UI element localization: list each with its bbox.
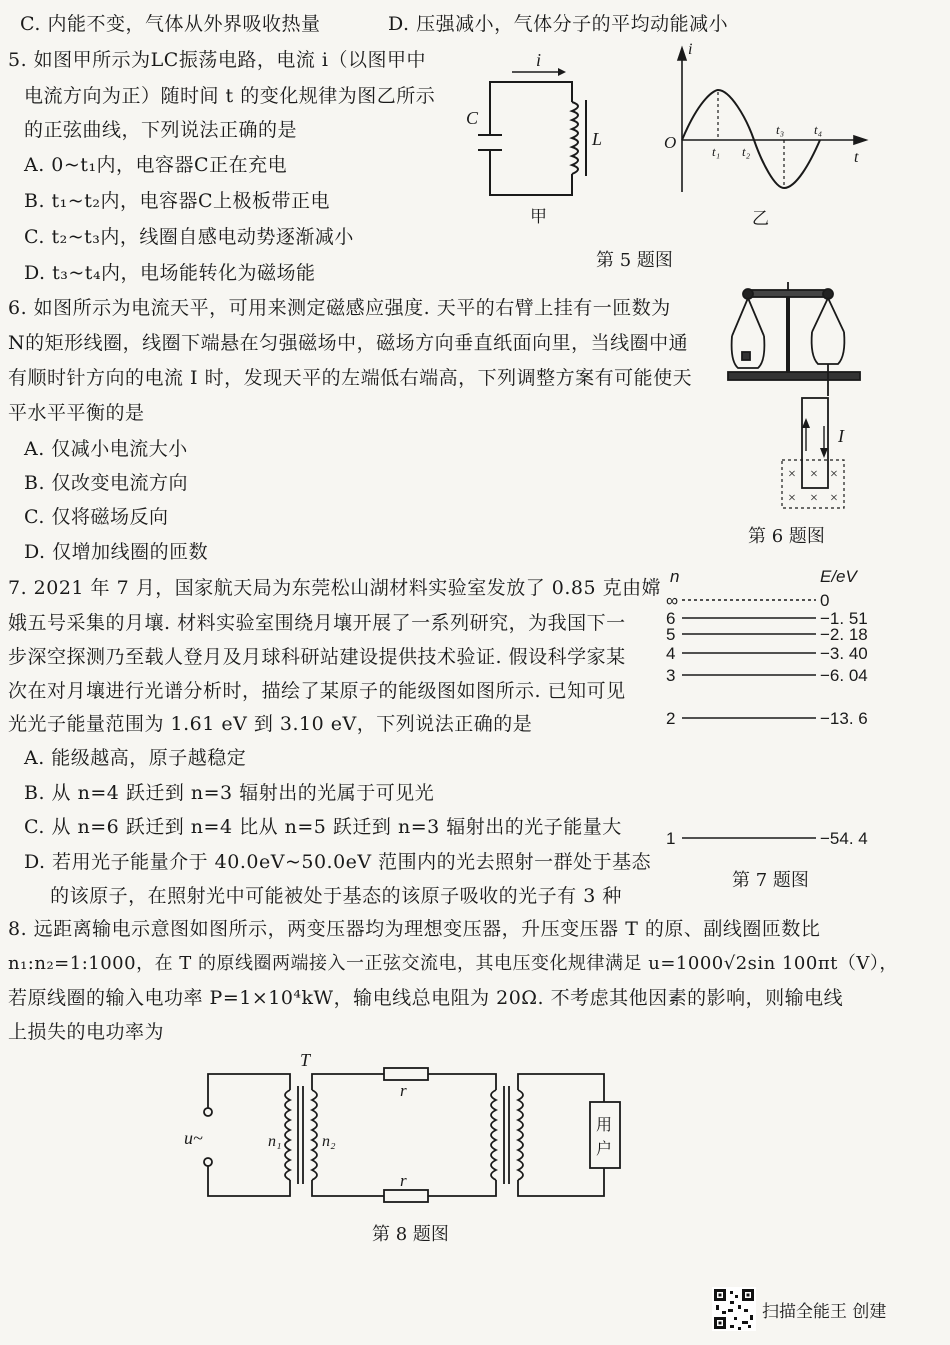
- header-n: n: [670, 567, 680, 586]
- current-balance-diagram: [718, 276, 868, 516]
- q5-caption: 第 5 题图: [596, 250, 673, 271]
- label-n1: n₁: [268, 1133, 282, 1150]
- q7-stem-3: 步深空探测乃至载人登月及月球科研站建设提供技术验证. 假设科学家某: [8, 646, 626, 668]
- header-E: E/eV: [820, 567, 857, 586]
- q8-stem-3: 若原线圈的输入电功率 P=1×10⁴kW，输电线总电阻为 20Ω. 不考虑其他因素的影响，则输电线: [8, 987, 844, 1009]
- qr-code-icon: [712, 1287, 756, 1331]
- field-mark: ×: [788, 467, 796, 482]
- label-capacitor: C: [466, 108, 479, 128]
- q6-stem-3: 有顺时针方向的电流 I 时，发现天平的左端低右端高，下列调整方案有可能使天: [8, 367, 693, 389]
- q7-stem-2: 娥五号采集的月壤. 材料实验室围绕月壤开展了一系列研究，为我国下一: [8, 612, 626, 634]
- label-current-I: I: [838, 426, 844, 446]
- q5-option-c: C. t₂~t₃内，线圈自感电动势逐渐减小: [24, 226, 354, 248]
- label-r-bottom: r: [400, 1171, 407, 1190]
- level-n-label: 4: [666, 644, 676, 663]
- axis-i: i: [688, 42, 693, 58]
- power-transmission-diagram: [180, 1050, 630, 1210]
- q5-stem-3: 的正弦曲线，下列说法正确的是: [24, 119, 298, 141]
- level-energy-label: −6. 04: [820, 666, 868, 685]
- label-r-top: r: [400, 1081, 407, 1100]
- q7-option-c: C. 从 n=6 跃迁到 n=4 比从 n=5 跃迁到 n=3 辐射出的光子能量大: [24, 816, 622, 838]
- energy-level-diagram: [660, 562, 890, 852]
- q6-option-a: A. 仅减小电流大小: [24, 438, 188, 460]
- level-energy-label: −13. 6: [820, 709, 868, 728]
- q5-stem-2: 电流方向为正）随时间 t 的变化规律为图乙所示: [24, 85, 436, 107]
- field-mark: ×: [788, 491, 796, 506]
- q8-stem-2: n₁:n₂=1:1000，在 T 的原线圈两端接入一正弦交流电，其电压变化规律满足 u=1000√2sin 100πt（V），: [8, 953, 898, 974]
- label-i: i: [536, 50, 542, 70]
- q7-stem-5: 光光子能量范围为 1.61 eV 到 3.10 eV，下列说法正确的是: [8, 713, 533, 735]
- label-n2: n₂: [322, 1133, 336, 1150]
- field-mark: ×: [830, 491, 838, 506]
- level-n-label: ∞: [666, 591, 679, 610]
- label-user: 用: [596, 1117, 613, 1134]
- q7-option-d-cont: 的该原子，在照射光中可能被处于基态的该原子吸收的光子有 3 种: [24, 885, 622, 907]
- q6-stem-4: 平水平平衡的是: [8, 402, 145, 424]
- tick-t2: t₂: [742, 144, 751, 159]
- q7-stem-4: 次在对月壤进行光谱分析时，描绘了某原子的能级图如图所示. 已知可见: [8, 680, 626, 702]
- level-energy-label: −2. 18: [820, 625, 868, 644]
- q7-caption: 第 7 题图: [732, 870, 809, 891]
- watermark-text: 扫描全能王 创建: [762, 1301, 887, 1322]
- q8-caption: 第 8 题图: [372, 1224, 449, 1245]
- lc-circuit-diagram: [460, 50, 620, 230]
- axis-t: t: [854, 149, 859, 166]
- q5-option-a: A. 0~t₁内，电容器C正在充电: [24, 154, 288, 176]
- tick-t3: t₃: [776, 122, 785, 137]
- origin-label: O: [664, 133, 677, 152]
- caption-yi: 乙: [752, 209, 769, 228]
- current-sine-graph: [660, 42, 870, 232]
- label-inductor: L: [592, 129, 603, 149]
- level-energy-label: −1. 51: [820, 609, 868, 628]
- q6-option-d: D. 仅增加线圈的匝数: [24, 541, 209, 563]
- level-n-label: 2: [666, 709, 676, 728]
- q7-stem-1: 7. 2021 年 7 月，国家航天局为东莞松山湖材料实验室发放了 0.85 克由嫦: [8, 577, 662, 599]
- level-n-label: 3: [666, 666, 676, 685]
- q5-option-b: B. t₁~t₂内，电容器C上极板带正电: [24, 190, 331, 212]
- q4-option-d: D. 压强减小，气体分子的平均动能减小: [388, 13, 729, 35]
- field-mark: ×: [830, 467, 838, 482]
- q8-stem-1: 8. 远距离输电示意图如图所示，两变压器均为理想变压器，升压变压器 T 的原、副线圈匝数比: [8, 918, 821, 940]
- field-mark: ×: [810, 467, 818, 482]
- q6-stem-1: 6. 如图所示为电流天平，可用来测定磁感应强度. 天平的右臂上挂有一匝数为: [8, 297, 671, 319]
- q6-caption: 第 6 题图: [748, 526, 825, 547]
- label-user: 户: [596, 1141, 613, 1158]
- label-T: T: [300, 1050, 311, 1070]
- level-energy-label: −3. 40: [820, 644, 868, 663]
- scanner-watermark: [712, 1287, 886, 1331]
- q7-option-a: A. 能级越高，原子越稳定: [24, 747, 247, 769]
- q6-option-b: B. 仅改变电流方向: [24, 472, 189, 494]
- q8-stem-4: 上损失的电功率为: [8, 1021, 165, 1043]
- q7-option-d: D. 若用光子能量介于 40.0eV~50.0eV 范围内的光去照射一群处于基态: [24, 851, 652, 873]
- level-energy-label: −54. 4: [820, 829, 868, 848]
- level-n-label: 5: [666, 625, 676, 644]
- q5-stem-1: 5. 如图甲所示为LC振荡电路，电流 i（以图甲中: [8, 49, 426, 71]
- label-source: u~: [184, 1128, 203, 1148]
- q6-option-c: C. 仅将磁场反向: [24, 506, 169, 528]
- q7-option-b: B. 从 n=4 跃迁到 n=3 辐射出的光属于可见光: [24, 782, 435, 804]
- tick-t1: t₁: [712, 144, 721, 159]
- level-n-label: 6: [666, 609, 676, 628]
- level-energy-label: 0: [820, 591, 830, 610]
- q6-stem-2: N的矩形线圈，线圈下端悬在匀强磁场中，磁场方向垂直纸面向里，当线圈中通: [8, 332, 689, 354]
- tick-t4: t₄: [814, 122, 823, 137]
- caption-jia: 甲: [530, 207, 547, 226]
- q5-option-d: D. t₃~t₄内，电场能转化为磁场能: [24, 262, 316, 284]
- q4-option-c: C. 内能不变，气体从外界吸收热量: [20, 13, 321, 35]
- level-n-label: 1: [666, 829, 676, 848]
- field-mark: ×: [810, 491, 818, 506]
